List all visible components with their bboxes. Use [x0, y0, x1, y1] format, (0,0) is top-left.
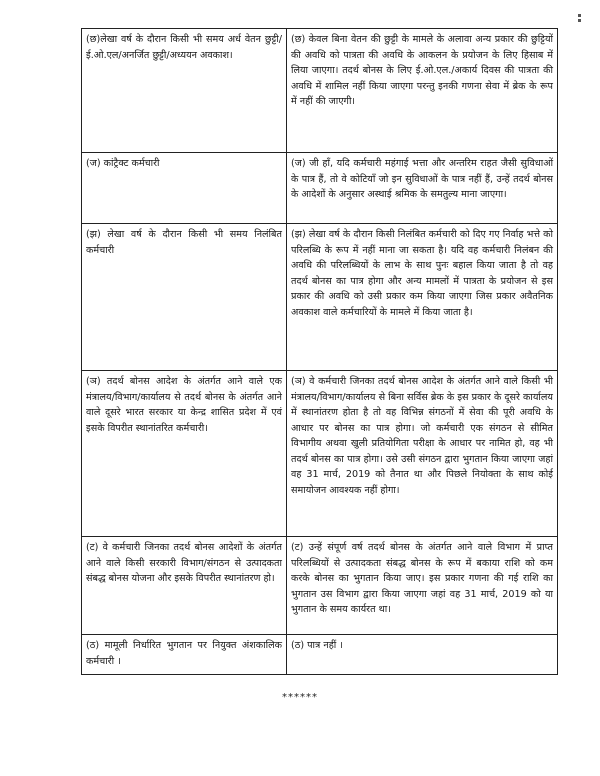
row-condition-cell: (ठ) मामूली निर्धारित भुगतान पर नियुक्त अंशकालिक कर्मचारी ।	[82, 635, 287, 675]
table-row	[82, 537, 558, 635]
row-rule-cell: (छ) केवल बिना वेतन की छुट्टी के मामले के अलावा अन्य प्रकार की छुट्टियों की अवधि को पात्रता की अवधि के आकलन के प्रयोजन के लिए हिसाब में लिया जाएगा। तदर्थ बोनस के लिए ई.ओ.एल./अकार्य दिवस की पात्रता की अवधि में शामिल नहीं किया जाएगा परन्तु इनकी गणना सेवा में ब्रेक के रूप में नहीं की जाएगी।	[287, 29, 558, 153]
row-rule-cell: (ज) जी हाँ, यदि कर्मचारी महंगाई भत्ता और अन्तरिम राहत जैसी सुविधाओं के पात्र हैं, तो वे कोटियाँ जो इन सुविधाओं के पात्र नहीं हैं, उन्हें तदर्थ बोनस के आदेशों के अनुसार अस्थाई श्रमिक के समतुल्य माना जाएगा।	[287, 153, 558, 224]
end-of-section-marker: ******	[282, 692, 318, 703]
table-row	[82, 153, 558, 224]
table-row	[82, 635, 558, 675]
row-rule-cell: (ट) उन्हें संपूर्ण वर्ष तदर्थ बोनस के अंतर्गत आने वाले विभाग में प्राप्त परिलब्धियों से उत्पादकता संबद्ध बोनस के रूप में बकाया राशि को कम करके बोनस का भुगतान किया जाए। इस प्रकार गणना की गई राशि का भुगतान उस विभाग द्वारा किया जाएगा जहां वह 31 मार्च, 2019 को या भुगतान के समय कार्यरत था।	[287, 537, 558, 635]
table-row	[82, 224, 558, 371]
row-condition-cell: (झ) लेखा वर्ष के दौरान किसी भी समय निलंबित कर्मचारी	[82, 224, 287, 371]
row-rule-cell: (ठ) पात्र नहीं ।	[287, 635, 558, 675]
row-condition-cell: (ज) कांट्रैक्ट कर्मचारी	[82, 153, 287, 224]
scan-mark	[578, 14, 590, 26]
bonus-eligibility-table	[81, 28, 558, 675]
row-condition-cell: (ट) वे कर्मचारी जिनका तदर्थ बोनस आदेशों के अंतर्गत आने वाले किसी सरकारी विभाग/संगठन से उत्पादकता संबद्ध बोनस योजना और इसके विपरीत स्थानांतरण हो।	[82, 537, 287, 635]
row-rule-cell: (झ) लेखा वर्ष के दौरान किसी निलंबित कर्मचारी को दिए गए निर्वाह भत्ते को परिलब्धि के रूप में नहीं माना जा सकता है। यदि वह कर्मचारी निलंबन की अवधि की परिलब्धियों के लाभ के साथ पुनः बहाल किया जाता है तो वह तदर्थ बोनस का पात्र होगा और अन्य मामलों में पात्रता के प्रयोजन से इस प्रकार की अवधि को उसी प्रकार कम किया जाएगा जिस प्रकार अवैतनिक अवकाश वाले कर्मचारियों के मामले में किया जाता है।	[287, 224, 558, 371]
table-row	[82, 371, 558, 537]
row-rule-cell: (ञ) वे कर्मचारी जिनका तदर्थ बोनस आदेश के अंतर्गत आने वाले किसी भी मंत्रालय/विभाग/कार्यालय से बिना सर्विस ब्रेक के इस प्रकार के दूसरे कार्यालय में स्थानांतरण होता है तो वह विभिन्न संगठनों में सेवा की पूरी अवधि के आधार पर बोनस का पात्र होगा। जो कर्मचारी एक संगठन से सीमित विभागीय अथवा खुली प्रतियोगिता परीक्षा के आधार पर नामित हो, वह भी तदर्थ बोनस का पात्र होगा। उसे उसी संगठन द्वारा भुगतान किया जाएगा जहां वह 31 मार्च, 2019 को तैनात था और पिछले नियोक्ता के साथ कोई समायोजन आवश्यक नहीं होगा।	[287, 371, 558, 537]
row-condition-cell: (ञ) तदर्थ बोनस आदेश के अंतर्गत आने वाले एक मंत्रालय/विभाग/कार्यालय से तदर्थ बोनस के अंतर्गत आने वाले दूसरे भारत सरकार या केन्द्र शासित प्रदेश में एवं इसके विपरीत स्थानांतरित कर्मचारी।	[82, 371, 287, 537]
table-row	[82, 29, 558, 153]
row-condition-cell: (छ)लेखा वर्ष के दौरान किसी भी समय अर्ध वेतन छुट्टी/ई.ओ.एल/अनर्जित छुट्टी/अध्ययन अवकाश।	[82, 29, 287, 153]
